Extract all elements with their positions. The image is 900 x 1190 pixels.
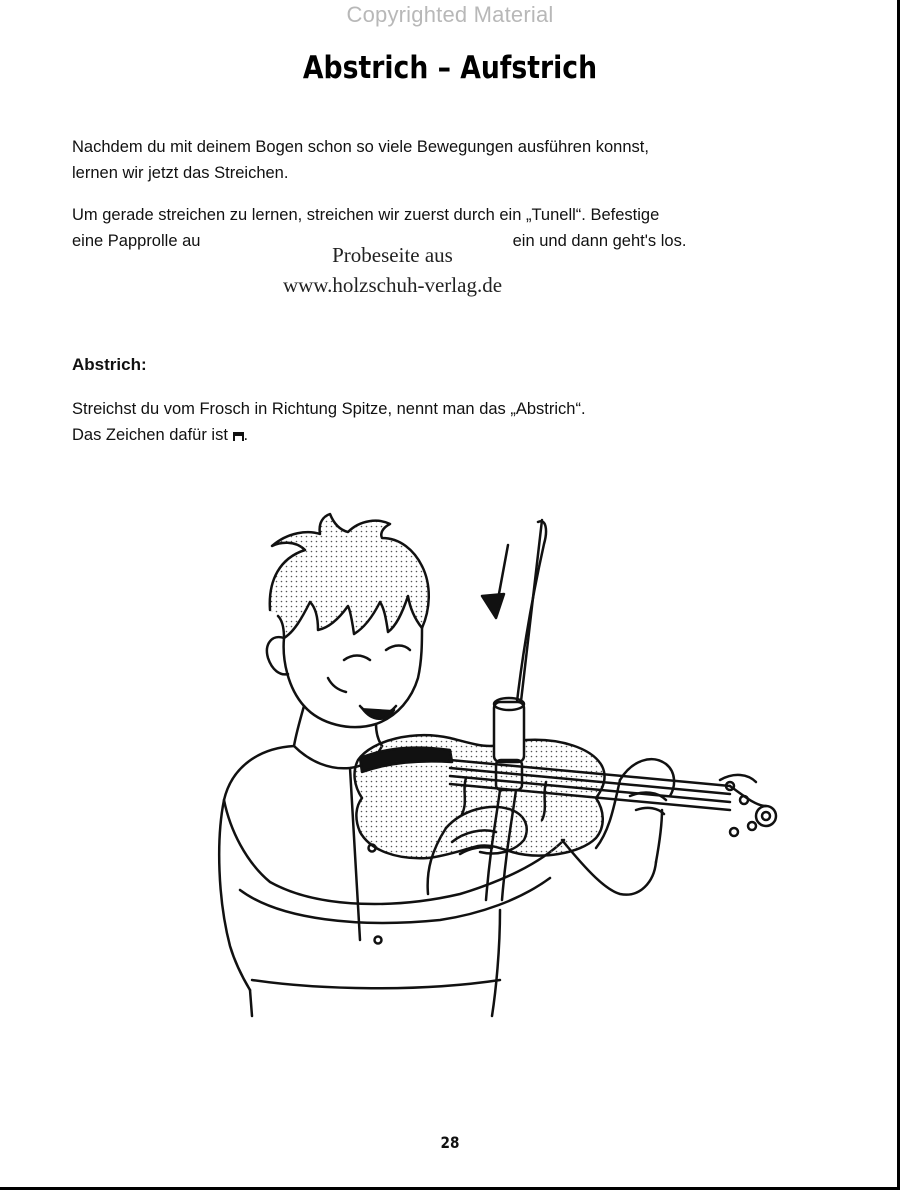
downbow-line-2-text: Das Zeichen dafür ist	[72, 426, 228, 444]
downbow-line-2: Das Zeichen dafür ist .	[72, 426, 249, 444]
instruction-line-2-start: eine Papprolle au	[72, 232, 201, 250]
page-title: Abstrich – Aufstrich	[302, 50, 598, 86]
copyright-watermark: Copyrighted Material	[346, 2, 554, 27]
intro-line-1: Nachdem du mit deinem Bogen schon so viele Bewegungen ausführen konnst,	[72, 138, 649, 156]
downbow-line-1: Streichst du vom Frosch in Richtung Spitze, nennt man das „Abstrich“.	[72, 400, 586, 418]
child-playing-violin-illustration	[200, 510, 800, 1020]
instruction-line-2-end: ein und dann geht's los.	[512, 232, 687, 250]
page-number: 28	[440, 1133, 460, 1152]
down-arrow-icon	[482, 545, 508, 618]
sample-page-watermark	[220, 240, 565, 300]
section-heading: Abstrich:	[72, 355, 147, 374]
instruction-line-1: Um gerade streichen zu lernen, streichen wir zuerst durch ein „Tunell“. Befestige	[72, 206, 660, 224]
sample-page-watermark-line-1: Probeseite aus	[332, 243, 453, 267]
intro-line-2: lernen wir jetzt das Streichen.	[72, 164, 289, 182]
sample-page-watermark-url: www.holzschuh-verlag.de	[282, 273, 503, 297]
downbow-sign-icon	[233, 432, 244, 441]
downbow-paragraph	[72, 396, 822, 448]
intro-paragraph	[72, 134, 822, 186]
